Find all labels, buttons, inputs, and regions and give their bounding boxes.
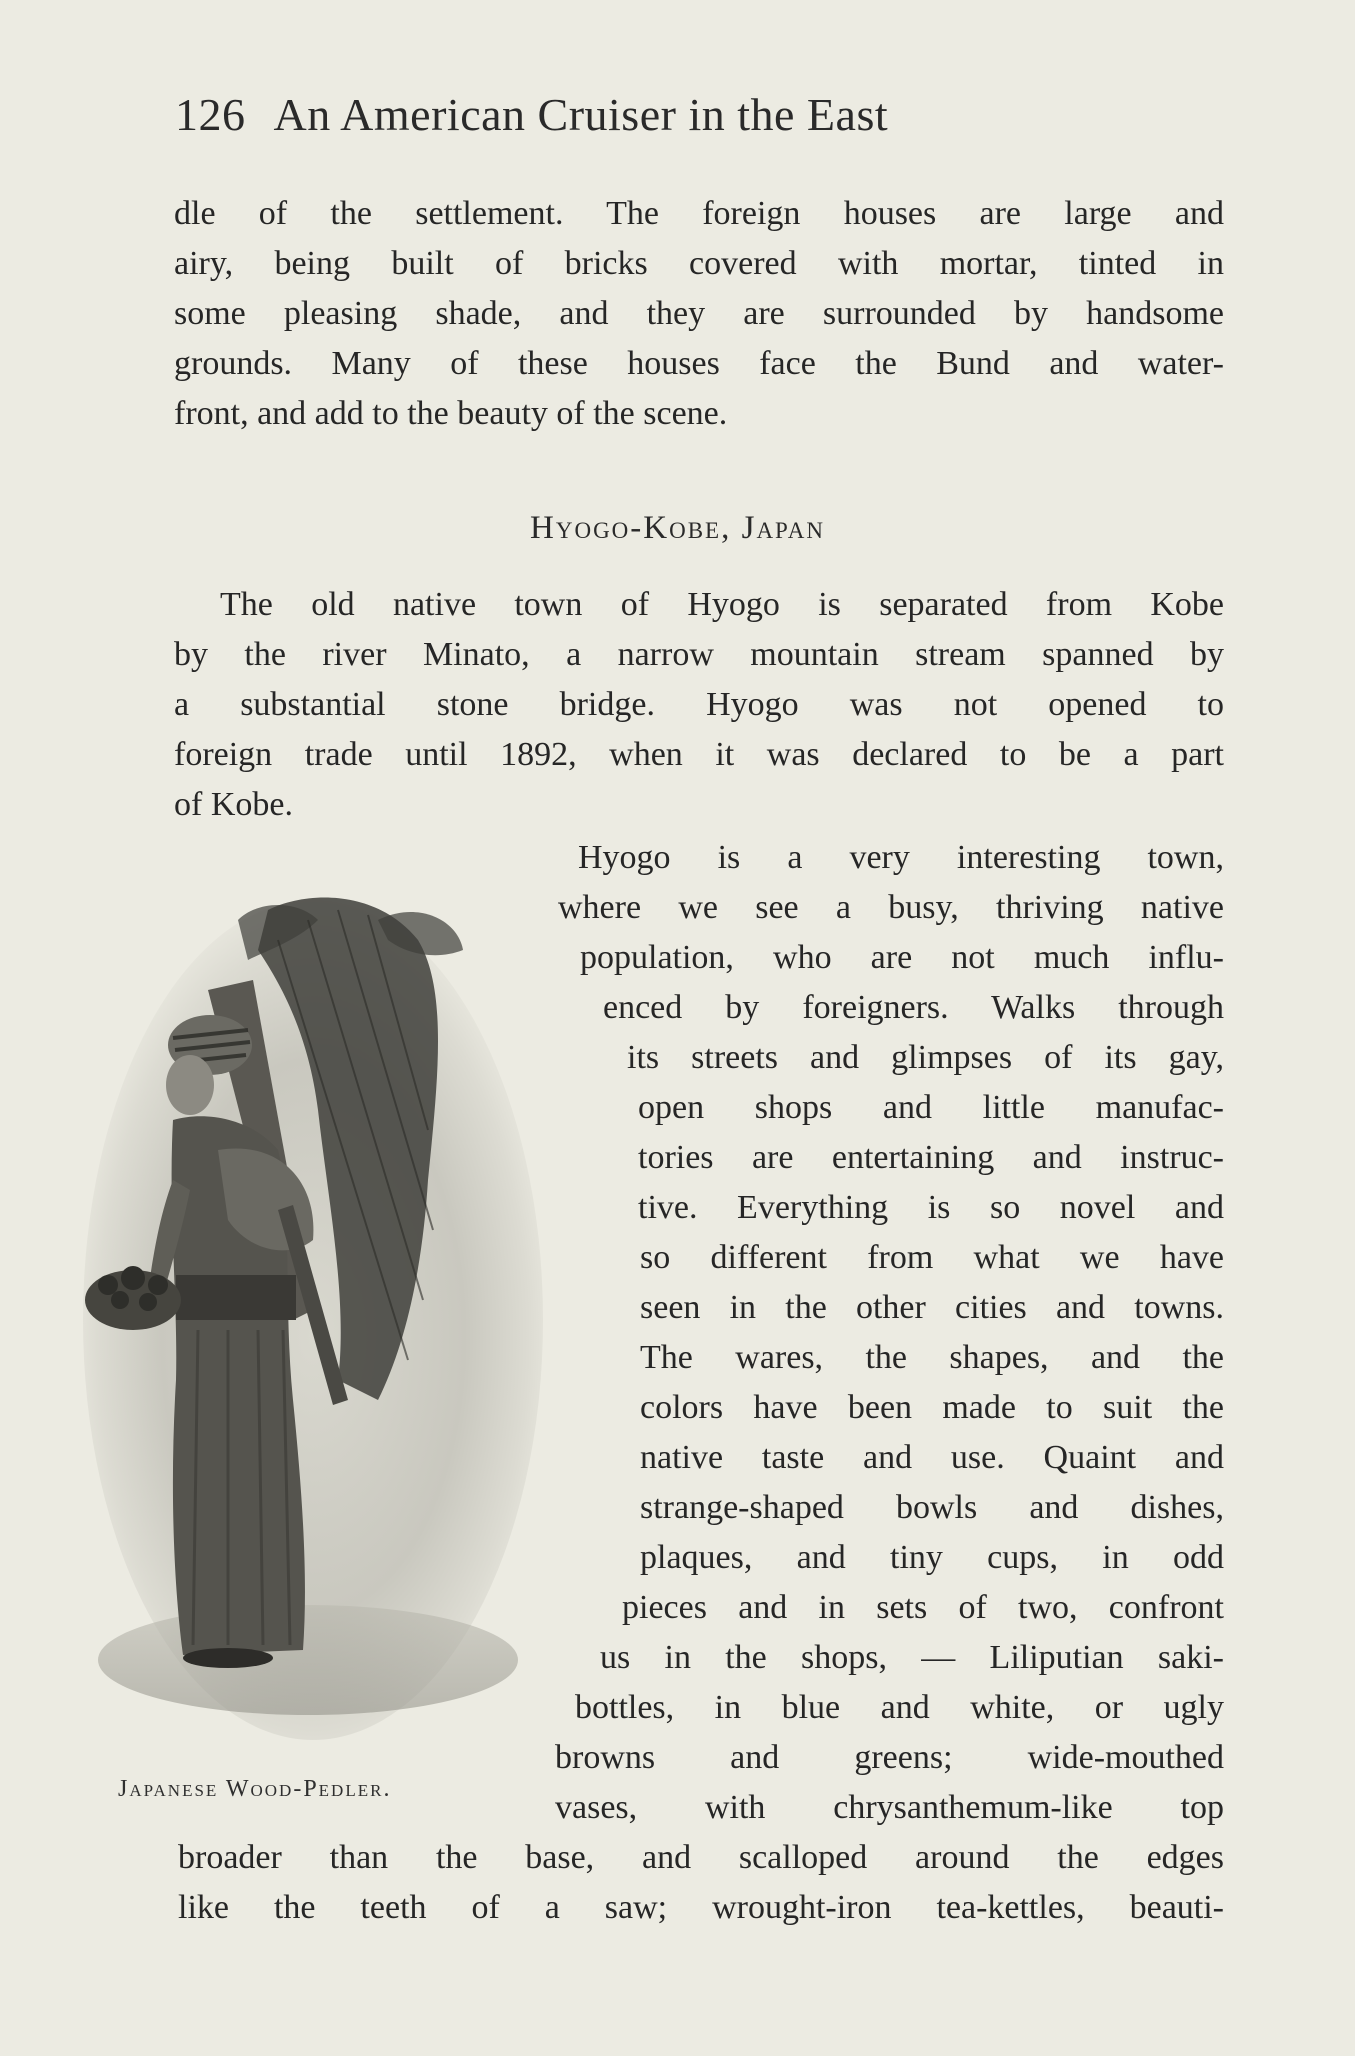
body-line: pieces and in sets of two, confront xyxy=(622,1589,1224,1626)
body-line: seen in the other cities and towns. xyxy=(640,1289,1224,1326)
section-heading: Hyogo-Kobe, Japan xyxy=(530,510,825,546)
body-line: bottles, in blue and white, or ugly xyxy=(575,1689,1224,1726)
body-line: front, and add to the beauty of the scene. xyxy=(174,395,728,432)
body-line: of Kobe. xyxy=(174,786,293,823)
body-line: tories are entertaining and instruc- xyxy=(638,1139,1224,1176)
body-line: Hyogo is a very interesting town, xyxy=(578,839,1224,876)
body-line: dle of the settlement. The foreign houses are large and xyxy=(174,195,1224,232)
body-line: population, who are not much influ- xyxy=(580,939,1224,976)
running-title: An American Cruiser in the East xyxy=(273,89,889,140)
body-line: grounds. Many of these houses face the Bund and water- xyxy=(174,345,1224,382)
body-line: foreign trade until 1892, when it was declared to be a part xyxy=(174,736,1224,773)
wood-pedler-photo xyxy=(78,880,548,1740)
body-line: us in the shops, — Liliputian saki- xyxy=(600,1639,1224,1676)
body-line: plaques, and tiny cups, in odd xyxy=(640,1539,1224,1576)
body-line: tive. Everything is so novel and xyxy=(638,1189,1224,1226)
body-line: native taste and use. Quaint and xyxy=(640,1439,1224,1476)
body-line: by the river Minato, a narrow mountain stream spanned by xyxy=(174,636,1224,673)
body-line: a substantial stone bridge. Hyogo was not opened to xyxy=(174,686,1224,723)
body-line: The wares, the shapes, and the xyxy=(640,1339,1224,1376)
body-line: colors have been made to suit the xyxy=(640,1389,1224,1426)
body-line: open shops and little manufac- xyxy=(638,1089,1224,1126)
body-line: vases, with chrysanthemum-like top xyxy=(555,1789,1224,1826)
body-line: strange-shaped bowls and dishes, xyxy=(640,1489,1224,1526)
body-line: enced by foreigners. Walks through xyxy=(603,989,1224,1026)
woman-with-firewood-icon xyxy=(78,880,548,1740)
body-line: where we see a busy, thriving native xyxy=(558,889,1224,926)
body-line: browns and greens; wide-mouthed xyxy=(555,1739,1224,1776)
body-line: its streets and glimpses of its gay, xyxy=(627,1039,1224,1076)
body-line: airy, being built of bricks covered with mortar, tinted in xyxy=(174,245,1224,282)
running-head xyxy=(175,88,1125,141)
figure-caption: Japanese Wood-Pedler. xyxy=(118,1776,392,1802)
body-line: The old native town of Hyogo is separated from Kobe xyxy=(220,586,1224,623)
body-line: like the teeth of a saw; wrought-iron tea-kettles, beauti- xyxy=(178,1889,1224,1926)
body-line: broader than the base, and scalloped around the edges xyxy=(178,1839,1224,1876)
page-number: 126 xyxy=(175,89,246,140)
body-line: so different from what we have xyxy=(640,1239,1224,1276)
body-line: some pleasing shade, and they are surrounded by handsome xyxy=(174,295,1224,332)
